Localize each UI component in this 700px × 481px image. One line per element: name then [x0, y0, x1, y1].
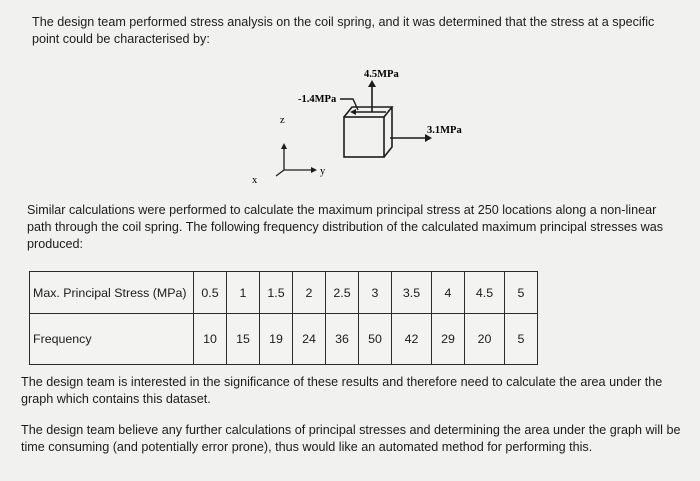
stress-cell: 3	[359, 272, 392, 314]
frequency-cell: 24	[293, 314, 326, 365]
axis-y-label: y	[320, 166, 326, 177]
axis-z-label: z	[280, 115, 285, 126]
frequency-cell: 36	[326, 314, 359, 365]
frequency-cell: 5	[505, 314, 538, 365]
stress-cell: 0.5	[194, 272, 227, 314]
frequency-cell: 10	[194, 314, 227, 365]
stress-cell: 4.5	[465, 272, 505, 314]
frequency-cell: 42	[392, 314, 432, 365]
stress-element-diagram	[240, 62, 470, 194]
frequency-cell: 15	[227, 314, 260, 365]
right-stress-arrow	[390, 134, 432, 142]
intro-paragraph: The design team performed stress analysis on the coil spring, and it was determined that the stress at a specific point could be characterised by:	[32, 15, 655, 46]
frequency-row-header: Frequency	[30, 314, 194, 365]
stress-top-label: 4.5MPa	[364, 69, 399, 80]
frequency-cell: 29	[432, 314, 465, 365]
stress-cell: 1.5	[260, 272, 293, 314]
stress-cube	[344, 107, 392, 157]
table-row	[30, 272, 538, 314]
axis-x-label: x	[252, 175, 258, 186]
stress-row-header: Max. Principal Stress (MPa)	[30, 272, 194, 314]
stress-cell: 5	[505, 272, 538, 314]
stress-cell: 4	[432, 272, 465, 314]
frequency-cell: 19	[260, 314, 293, 365]
stress-cell: 3.5	[392, 272, 432, 314]
stress-right-label: 3.1MPa	[427, 125, 462, 136]
frequency-cell: 20	[465, 314, 505, 365]
significance-paragraph: The design team is interested in the significance of these results and therefore need to calculate the area under the graph which contains this dataset.	[21, 375, 663, 406]
coordinate-axes	[276, 143, 317, 176]
automation-paragraph: The design team believe any further calculations of principal stresses and determining the area under the graph will be time consuming (and potentially error prone), thus would like an automated method for performing this.	[21, 423, 681, 454]
stress-cell: 2.5	[326, 272, 359, 314]
table-row	[30, 314, 538, 365]
stress-cell: 1	[227, 272, 260, 314]
frequency-cell: 50	[359, 314, 392, 365]
frequency-table	[29, 271, 538, 365]
stress-left-label: -1.4MPa	[298, 94, 337, 105]
calculation-paragraph: Similar calculations were performed to calculate the maximum principal stress at 250 locations along a non-linear path through the coil spring. The following frequency distribution of the calculated maximum principal stresses was produced:	[27, 203, 664, 251]
stress-cell: 2	[293, 272, 326, 314]
